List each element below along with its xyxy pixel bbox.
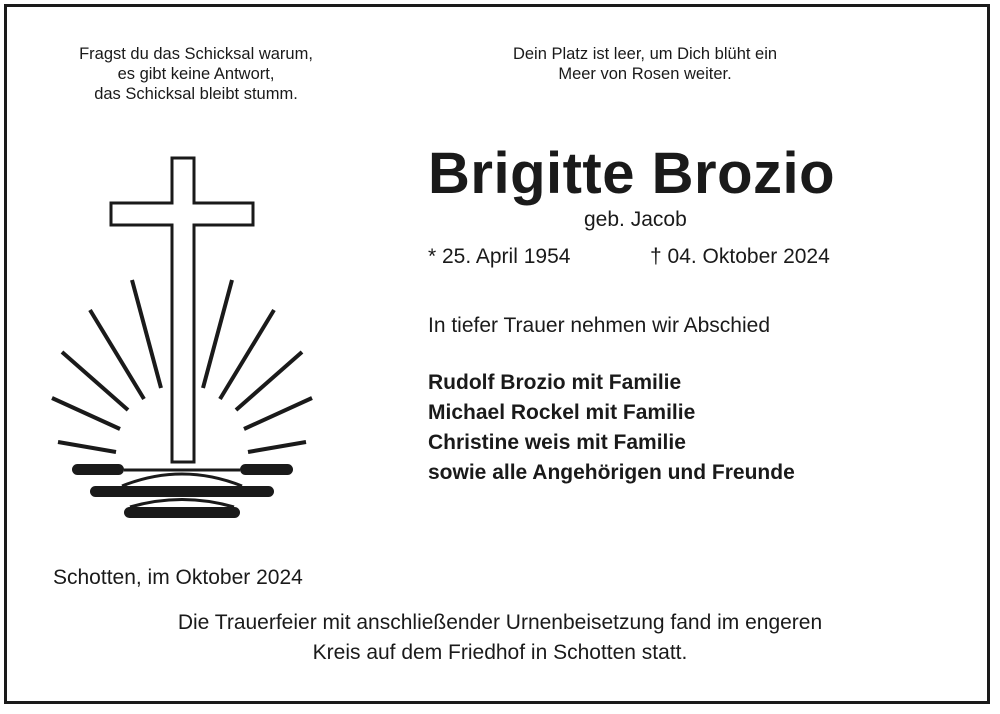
place-date: Schotten, im Oktober 2024 [53, 566, 303, 589]
funeral-notice-line: Die Trauerfeier mit anschließender Urnenbeisetzung fand im engeren [177, 611, 823, 634]
mourner-line: Michael Rockel mit Familie [428, 401, 696, 424]
mourner-line: sowie alle Angehörigen und Freunde [428, 461, 795, 484]
quote-left-line: es gibt keine Antwort, [117, 65, 275, 83]
mourner-line: Rudolf Brozio mit Familie [428, 371, 682, 394]
mourner-line: Christine weis mit Familie [428, 431, 686, 454]
mourners-list [428, 368, 795, 488]
deceased-name: Brigitte Brozio [428, 141, 836, 206]
death-date: † 04. Oktober 2024 [650, 245, 830, 268]
cross-icon [111, 158, 253, 462]
quote-left [38, 44, 354, 104]
funeral-notice [60, 608, 940, 668]
quote-right-line: Dein Platz ist leer, um Dich blüht ein [512, 45, 778, 63]
funeral-notice-line: Kreis auf dem Friedhof in Schotten statt. [312, 641, 688, 664]
quote-right-line: Meer von Rosen weiter. [558, 65, 732, 83]
quote-right [470, 44, 820, 84]
farewell-intro: In tiefer Trauer nehmen wir Abschied [428, 314, 771, 337]
cross-with-rising-sun-icon [40, 150, 330, 530]
birth-name: geb. Jacob [584, 208, 687, 231]
quote-left-line: das Schicksal bleibt stumm. [94, 85, 298, 103]
water-waves-icon [72, 464, 293, 518]
quote-left-line: Fragst du das Schicksal warum, [79, 45, 313, 63]
birth-date: * 25. April 1954 [428, 245, 571, 268]
